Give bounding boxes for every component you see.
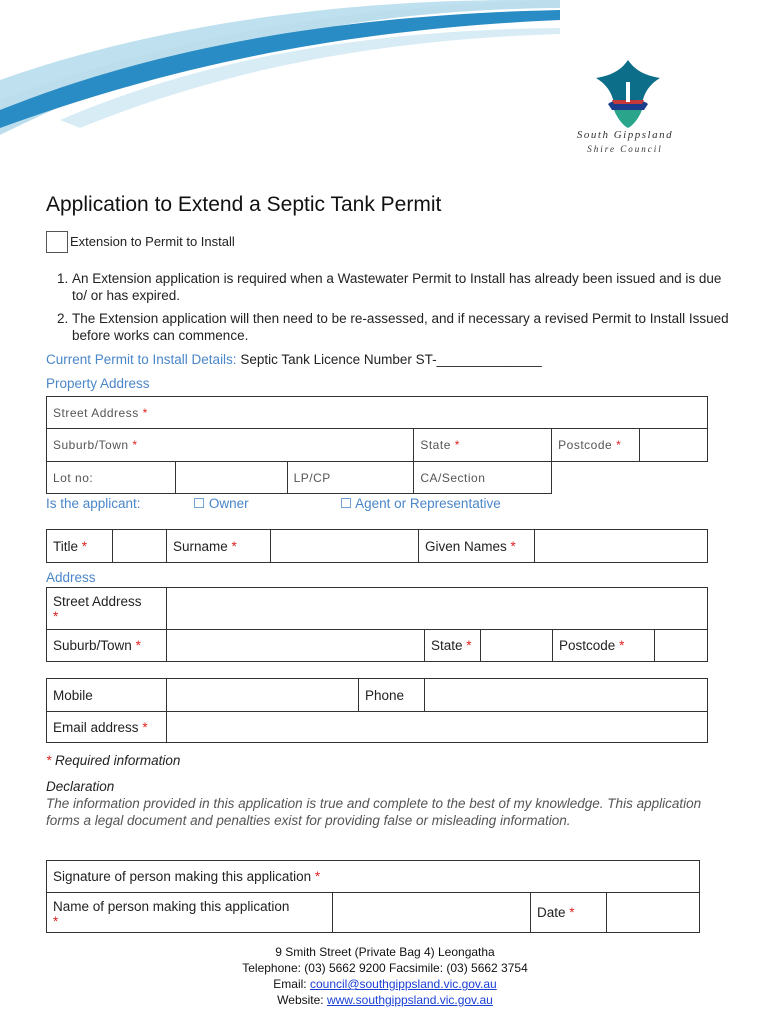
footer-email-row: Email: council@southgippsland.vic.gov.au [273, 977, 497, 991]
email-input[interactable] [167, 712, 708, 743]
property-address-heading: Property Address [46, 376, 150, 391]
footer-email-link[interactable]: council@southgippsland.vic.gov.au [309, 977, 497, 991]
declaration [46, 778, 706, 829]
email-label: Email address * [47, 712, 167, 743]
address-state-label: State * [425, 630, 481, 662]
mobile-input[interactable] [167, 679, 359, 712]
agent-option[interactable]: ☐ Agent or Representative [340, 496, 501, 511]
street-address-label: Street Address * [47, 397, 176, 429]
address-suburb-label: Suburb/Town * [47, 630, 167, 662]
owner-checkbox-icon[interactable]: ☐ [193, 496, 206, 511]
lot-input[interactable] [175, 462, 287, 494]
date-label: Date * [531, 893, 607, 933]
address-heading: Address [46, 570, 96, 585]
property-suburb-field[interactable]: Suburb/Town * [47, 429, 414, 462]
title-label: Title * [47, 530, 113, 563]
extension-checkbox-label: Extension to Permit to Install [70, 234, 235, 249]
signature-field[interactable]: Signature of person making this application * [47, 861, 700, 893]
date-input[interactable] [607, 893, 700, 933]
contact-table [46, 678, 708, 743]
council-name [555, 128, 695, 156]
address-street-input[interactable] [167, 588, 708, 630]
property-address-table [46, 396, 708, 494]
lot-label: Lot no: [47, 462, 176, 494]
address-postcode-input[interactable] [655, 630, 708, 662]
council-name-line1: South Gippsland [576, 129, 674, 141]
surname-label: Surname * [167, 530, 271, 563]
current-permit-row [46, 352, 542, 367]
address-suburb-input[interactable] [167, 630, 425, 662]
name-label: Name of person making this application * [47, 893, 333, 933]
agent-checkbox-icon[interactable]: ☐ [340, 496, 353, 511]
property-state-input[interactable] [480, 429, 552, 462]
mobile-label: Mobile [47, 679, 167, 712]
address-state-input[interactable] [481, 630, 553, 662]
applicant-address-table [46, 587, 708, 662]
council-logo-icon [578, 58, 678, 130]
applicant-label: Is the applicant: [46, 496, 141, 511]
extension-checkbox[interactable] [46, 231, 68, 253]
page-title: Application to Extend a Septic Tank Permit [46, 193, 442, 216]
header-swoosh [0, 0, 560, 150]
current-permit-label: Current Permit to Install Details: [46, 352, 237, 367]
instructions-list [46, 270, 732, 350]
instruction-item: 2. The Extension application will then need to be re-assessed, and if necessary a revised Permit to Install Issued before works can commence. [72, 310, 732, 344]
footer [0, 944, 770, 1008]
property-postcode-input[interactable] [640, 429, 708, 462]
declaration-text: The information provided in this application is true and complete to the best of my knowledge. This application forms a legal document and penalties exist for providing false or misleading information. [46, 796, 702, 828]
licence-number-field[interactable]: Septic Tank Licence Number ST-______________ [240, 352, 542, 367]
footer-phone: Telephone: (03) 5662 9200 Facsimile: (03) 5662 3754 [242, 961, 528, 975]
suburb-label: Suburb/Town [53, 438, 129, 452]
property-street-input[interactable] [175, 397, 707, 429]
signature-table [46, 860, 700, 933]
address-street-label: Street Address * [47, 588, 167, 630]
owner-option[interactable]: ☐ Owner [193, 496, 249, 511]
phone-input[interactable] [425, 679, 708, 712]
given-names-input[interactable] [535, 530, 708, 563]
given-names-label: Given Names * [419, 530, 535, 563]
council-name-line2: Shire Council [587, 144, 663, 154]
state-label: State * [414, 429, 480, 462]
applicant-type-row [46, 496, 141, 511]
footer-website-link[interactable]: www.southgippsland.vic.gov.au [326, 993, 493, 1007]
footer-address: 9 Smith Street (Private Bag 4) Leongatha [275, 945, 495, 959]
lpcp-field[interactable]: LP/CP [287, 462, 414, 494]
phone-label: Phone [359, 679, 425, 712]
instruction-item: 1. An Extension application is required when a Wastewater Permit to Install has already been issued and is due to/ or has expired. [72, 270, 732, 304]
ca-section-field[interactable]: CA/Section [414, 462, 552, 494]
declaration-heading: Declaration [46, 779, 115, 794]
name-input[interactable] [333, 893, 531, 933]
postcode-label: Postcode * [552, 429, 640, 462]
address-postcode-label: Postcode * [553, 630, 655, 662]
ca-section-input[interactable] [552, 462, 708, 494]
title-input[interactable] [113, 530, 167, 563]
footer-website-row: Website: www.southgippsland.vic.gov.au [277, 993, 493, 1007]
surname-input[interactable] [271, 530, 419, 563]
applicant-name-table [46, 529, 708, 563]
required-note: * Required information [46, 753, 181, 768]
